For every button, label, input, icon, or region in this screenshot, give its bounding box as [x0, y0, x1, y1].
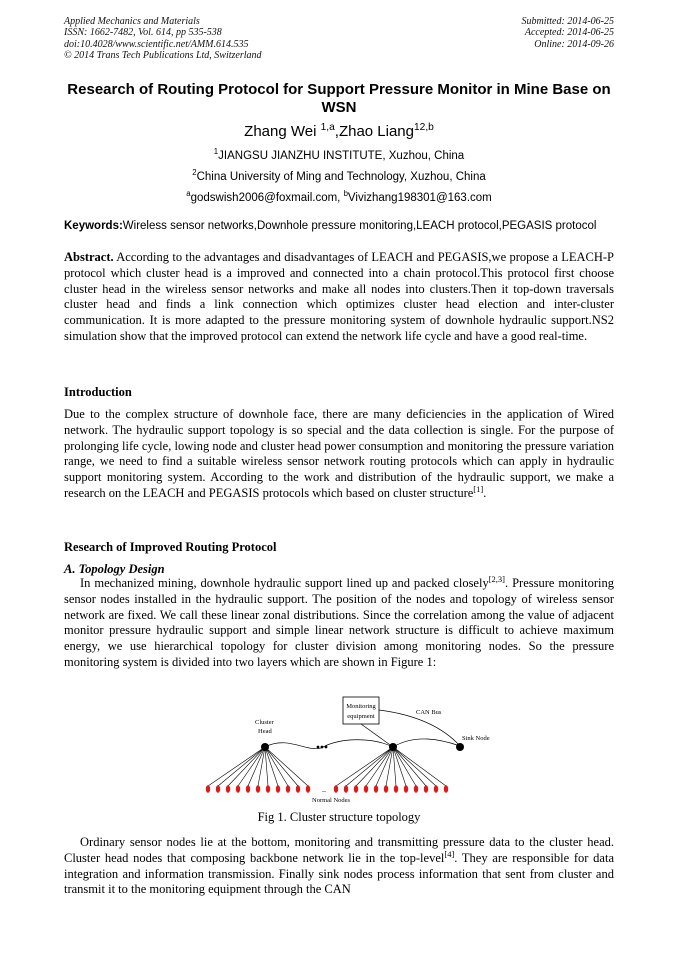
email-sup: a	[186, 189, 191, 199]
cluster-head-node	[389, 743, 397, 751]
citation[interactable]: [1]	[473, 483, 484, 494]
submitted-date: Submitted: 2014-06-25	[521, 16, 614, 27]
node-link	[366, 747, 393, 786]
normal-node	[286, 785, 290, 793]
email-link[interactable]: godswish2006@foxmail.com,	[190, 192, 344, 204]
normal-node	[206, 785, 210, 793]
node-link	[393, 747, 426, 786]
normal-node	[414, 785, 418, 793]
submission-dates	[522, 16, 615, 50]
normal-node	[444, 785, 448, 793]
normal-node	[344, 785, 348, 793]
normal-node	[276, 785, 280, 793]
subsection-heading-topology: A. Topology Design	[64, 562, 165, 576]
author-sup: 1,a	[320, 122, 335, 133]
accepted-date: Accepted: 2014-06-25	[524, 27, 614, 39]
aff-sup: 1	[213, 147, 219, 157]
normal-node	[296, 785, 300, 793]
normal-node	[256, 785, 260, 793]
journal-doi: doi:10.4028/www.scientific.net/AMM.614.535	[64, 38, 249, 50]
author-name: Zhao Liang	[338, 123, 414, 140]
author-sep: ,	[334, 123, 339, 140]
citation[interactable]: [2,3]	[488, 573, 505, 584]
normal-node	[374, 785, 378, 793]
abstract-label: Abstract.	[64, 250, 114, 264]
figure-caption: Fig 1. Cluster structure topology	[257, 810, 421, 824]
section-heading-routing: Research of Improved Routing Protocol	[64, 540, 277, 554]
normal-node	[236, 785, 240, 793]
normal-node	[334, 785, 338, 793]
topology-paragraph	[64, 573, 614, 671]
affiliation-2	[64, 168, 614, 183]
keywords-label: Keywords:	[64, 220, 123, 232]
normal-node	[404, 785, 408, 793]
author-sup: 12,b	[414, 122, 434, 133]
intro-paragraph	[64, 407, 614, 502]
cluster-head-label: Cluster	[255, 719, 274, 726]
aff-sup: 2	[192, 168, 197, 178]
node-link	[238, 747, 265, 786]
monitor-link	[361, 724, 393, 747]
author-name: Zhang Wei	[244, 123, 321, 140]
abstract	[64, 250, 614, 345]
journal-copyright: © 2014 Trans Tech Publications Ltd, Switzerland	[64, 49, 262, 61]
normal-node	[364, 785, 368, 793]
journal-issn: ISSN: 1662-7482, Vol. 614, pp 535-538	[64, 27, 222, 39]
normal-nodes	[206, 747, 448, 793]
node-link	[393, 747, 446, 786]
email-link[interactable]: Vivizhang198301@163.com	[347, 192, 492, 204]
cluster-text: Ordinary sensor nodes lie at the bottom, monitoring and transmitting pressure data to the cluster head. Cluster head nodes that composing backbone network lie in the top-level	[64, 835, 614, 865]
journal-info	[64, 16, 262, 61]
keywords	[64, 219, 614, 234]
normal-node	[306, 785, 310, 793]
node-link	[356, 747, 393, 786]
cluster-topology-figure	[200, 694, 500, 804]
chain-dot	[317, 746, 320, 749]
node-link	[228, 747, 265, 786]
monitoring-label: Monitoring	[346, 703, 376, 710]
normal-node	[226, 785, 230, 793]
cluster-paragraph	[64, 835, 614, 898]
abstract-text: According to the advantages and disadvantages of LEACH and PEGASIS,we propose a LEACH-P protocol which cluster head is a improved and connected into a chain protocol.This protocol first choose cluster head in the wireless sensor networks and make all nodes into clusters.Then it top-down traversals cluster head and finds a link connection which optimizes cluster head election and inter-cluster communication. It is more adapted to the pressure monitoring system of downhole hydraulic support.NS2 simulation show that the improved protocol can extend the network life cycle and have a good real-time.	[64, 250, 614, 343]
canbus-label: CAN Bus	[416, 709, 442, 716]
aff-text: China University of Ming and Technology, Xuzhou, China	[196, 171, 486, 183]
email-sup: b	[343, 189, 348, 199]
normal-nodes-label: Normal Nodes	[312, 797, 351, 804]
chain-dot	[325, 746, 328, 749]
normal-node	[434, 785, 438, 793]
normal-nodes-ellipsis: ..	[322, 785, 326, 794]
citation[interactable]: [4]	[444, 848, 455, 859]
node-link	[265, 747, 288, 786]
cluster-head-node	[261, 743, 269, 751]
node-link	[218, 747, 265, 786]
node-link	[346, 747, 393, 786]
chain-dot	[321, 746, 324, 749]
author-line	[64, 123, 614, 140]
author-emails	[64, 189, 614, 204]
normal-node	[424, 785, 428, 793]
node-link	[265, 747, 298, 786]
journal-name: Applied Mechanics and Materials	[64, 16, 200, 27]
normal-node	[246, 785, 250, 793]
sink-node	[456, 743, 464, 751]
normal-node	[394, 785, 398, 793]
node-link	[393, 747, 416, 786]
intro-text: Due to the complex structure of downhole face, there are many deficiencies in the application of Wired network. The hydraulic support topology is so special and the data collection is single. For the purpose of prolonging life cycle, lowing node and cluster head power consumption and monitoring the pressure variation range, we need to find a suitable wireless sensor network routing protocols which can apply in hydraulic support monitoring system. According to the work and distribution of the hydraulic support, we make a research on the LEACH and PEGASIS protocols which based on cluster structure	[64, 407, 614, 500]
normal-node	[354, 785, 358, 793]
aff-text: JIANGSU JIANZHU INSTITUTE, Xuzhou, China	[218, 150, 465, 162]
intro-end: .	[483, 485, 487, 500]
node-link	[393, 747, 396, 786]
topology-text: . Pressure monitoring sensor nodes installed in the hydraulic support. The position of the nodes and topology of wireless sensor network are fixed. We call these linear zonal distributions. Since the correlation among the value of adjacent monitor pressure hydraulic support and simple linear network structure is difficult to achieve maximum energy, we use hierarchical topology for cluster division among monitoring nodes. So the pressure monitoring system is divided into two layers which are shown in Figure 1:	[64, 576, 614, 669]
cluster-head-label: Head	[258, 728, 272, 735]
backbone-chain	[265, 740, 393, 749]
keywords-text: Wireless sensor networks,Downhole pressure monitoring,LEACH protocol,PEGASIS protocol	[122, 220, 597, 232]
paper-title: Research of Routing Protocol for Support Pressure Monitor in Mine Base on WSN	[67, 81, 611, 116]
normal-node	[216, 785, 220, 793]
node-link	[265, 747, 268, 786]
affiliation-1	[64, 147, 614, 162]
section-heading-introduction: Introduction	[64, 385, 132, 399]
normal-node	[266, 785, 270, 793]
normal-node	[384, 785, 388, 793]
online-date: Online: 2014-09-26	[534, 38, 614, 50]
topology-text: In mechanized mining, downhole hydraulic support lined up and packed closely	[80, 576, 489, 590]
cluster-text: . They are responsible for data integration and information transmission. Finally sink nodes process information that sent from cluster and transmit it to the monitoring equipment through the CAN	[64, 850, 615, 897]
sink-node-label: Sink Node	[462, 735, 490, 742]
sink-link	[393, 739, 460, 747]
equipment-label: equipment	[347, 713, 375, 720]
